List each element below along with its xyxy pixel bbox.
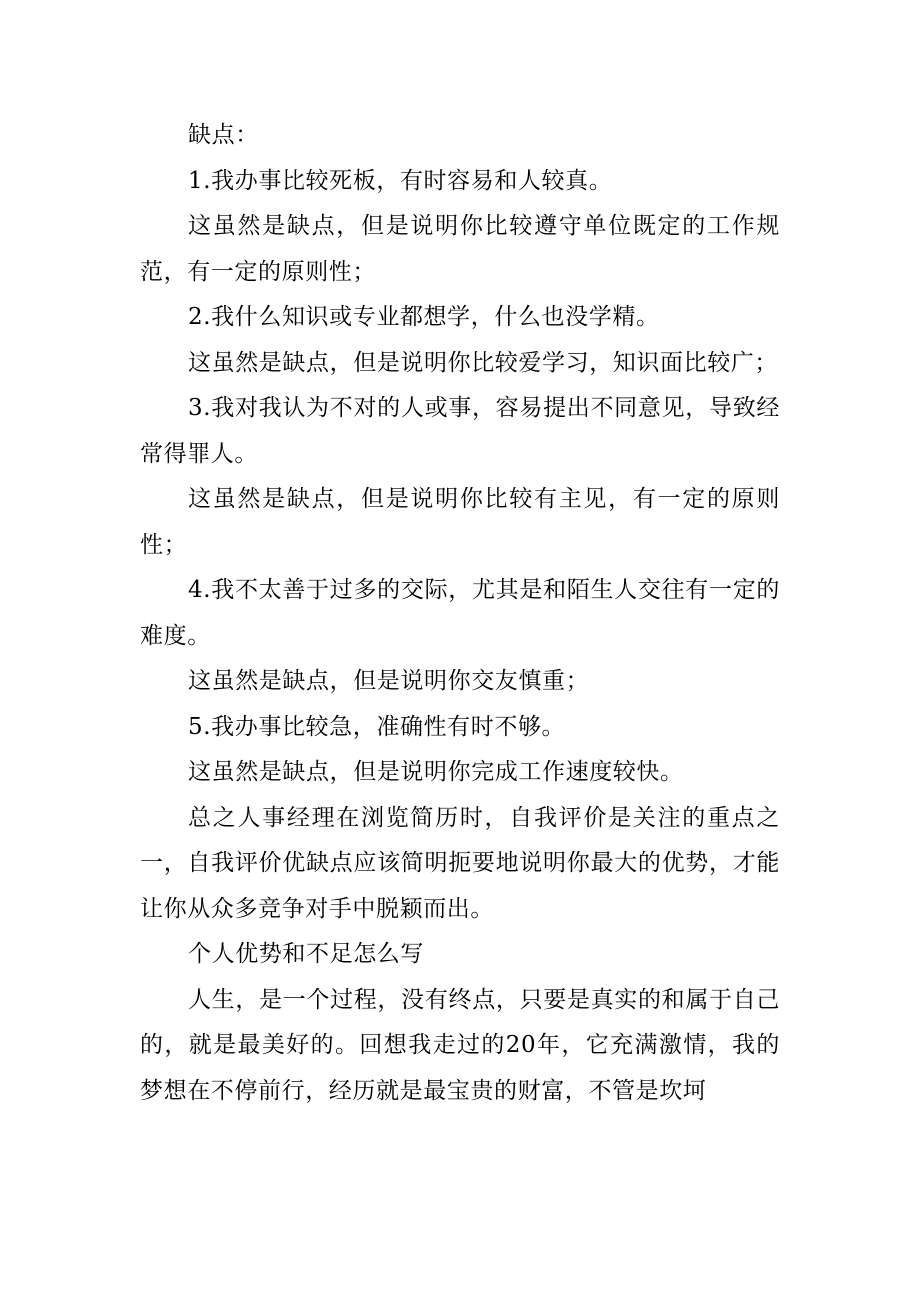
section-heading-strengths: 个人优势和不足怎么写 <box>188 941 424 967</box>
weakness-explanation-5: 这虽然是缺点，但是说明你完成工作速度较快。 <box>188 759 684 785</box>
weakness-item-1: 1.我办事比较死板，有时容易和人较真。 <box>188 167 613 194</box>
weakness-explanation-4: 这虽然是缺点，但是说明你交友慎重； <box>188 668 590 694</box>
weakness-explanation-2: 这虽然是缺点，但是说明你比较爱学习，知识面比较广； <box>188 349 778 376</box>
summary-paragraph: 总之人事经理在浏览简历时，自我评价是关注的重点之一，自我评价优缺点应该简明扼要地说明你最大的优势，才能让你从众多竞争对手中脱颖而出。 <box>140 804 780 922</box>
weakness-item-3: 3.我对我认为不对的人或事，容易提出不同意见，导致经常得罪人。 <box>140 395 780 467</box>
weakness-item-5: 5.我办事比较急，准确性有时不够。 <box>188 713 566 740</box>
section-heading-weaknesses: 缺点： <box>188 122 259 148</box>
weakness-explanation-1: 这虽然是缺点，但是说明你比较遵守单位既定的工作规范，有一定的原则性； <box>140 213 780 285</box>
weakness-item-2: 2.我什么知识或专业都想学，什么也没学精。 <box>188 304 660 330</box>
weakness-item-4: 4.我不太善于过多的交际，尤其是和陌生人交往有一定的难度。 <box>140 577 780 649</box>
weakness-explanation-3: 这虽然是缺点，但是说明你比较有主见，有一定的原则性； <box>140 486 780 558</box>
body-paragraph: 人生，是一个过程，没有终点，只要是真实的和属于自己的，就是最美好的。回想我走过的20年，它充满激情，我的梦想在不停前行，经历就是最宝贵的财富，不管是坎坷 <box>140 986 780 1104</box>
